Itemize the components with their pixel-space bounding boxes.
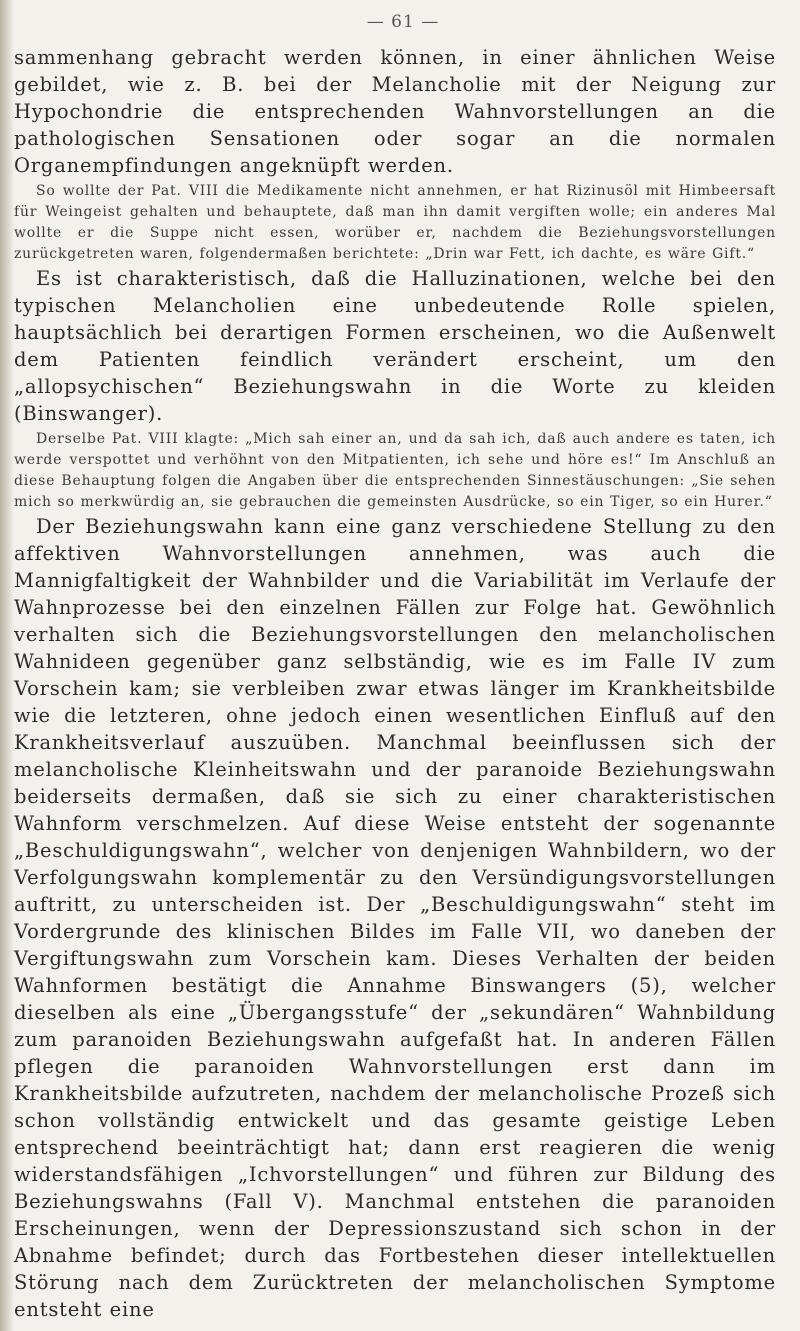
case-note-paragraph-2: Derselbe Pat. VIII klagte: „Mich sah einer an, und da sah ich, daß auch andere es taten, ich werde verspottet und verhöhnt von den Mitpatienten, ich sehe und höre es!“ Im Anschluß an diese Behauptung folgen die Angaben über die entsprechenden Sinnestäuschungen: „Sie sehen mich so merkwürdig an, sie gebrauchen die gemeinsten Ausdrücke, so ein Tiger, so ein Hurer.“ xyxy=(14,431,776,510)
book-spine-shadow xyxy=(0,0,14,1331)
body-paragraph-2: Es ist charakteristisch, daß die Halluzinationen, welche bei den typischen Melancholien eine unbedeutende Rolle spielen, hauptsächlich bei derartigen Formen erscheinen, wo die Außenwelt dem Patienten feindlich verändert erscheint, um den „allopsychischen“ Beziehungswahn in die Worte zu kleiden (Binswanger). xyxy=(14,267,776,425)
body-paragraph-3: Der Beziehungswahn kann eine ganz verschiedene Stellung zu den affektiven Wahnvorstellungen annehmen, was auch die Mannigfaltigkeit der Wahnbilder und die Variabilität im Verlaufe der Wahnprozesse bei den einzelnen Fällen zur Folge hat. Gewöhnlich verhalten sich die Beziehungsvorstellungen den melancholischen Wahnideen gegenüber ganz selbständig, wie es im Falle IV zum Vorschein kam; sie verbleiben zwar etwas länger im Krankheitsbilde wie die letzteren, ohne jedoch einen wesentlichen Einfluß auf den Krankheitsverlauf auszuüben. Manchmal beeinflussen sich der melancholische Kleinheitswahn und der paranoide Beziehungswahn beiderseits dermaßen, daß sie sich zu einer charakteristischen Wahnform verschmelzen. Auf diese Weise entsteht der sogenannte „Beschuldigungswahn“, welcher von denjenigen Wahnbildern, wo der Verfolgungswahn komplementär zu den Versündigungsvorstellungen auftritt, zu unterscheiden ist. Der „Beschuldigungswahn“ steht im Vordergrunde des klinischen Bildes im Falle VII, wo daneben der Vergiftungswahn zum Vorschein kam. Dieses Verhalten der beiden Wahnformen bestätigt die Annahme Binswangers (5), welcher dieselben als eine „Übergangsstufe“ der „sekundären“ Wahnbildung zum paranoiden Beziehungswahn aufgefaßt hat. In anderen Fällen pflegen die paranoiden Wahnvorstellungen erst dann im Krankheitsbilde aufzutreten, nachdem der melancholische Prozeß sich schon vollständig entwickelt und das gesamte geistige Leben entsprechend beeinträchtigt hat; dann erst reagieren die wenig widerstandsfähigen „Ichvorstellungen“ und führen zur Bildung des Beziehungswahns (Fall V). Manchmal entstehen die paranoiden Erscheinungen, wenn der Depressionszustand sich schon in der Abnahme befindet; durch das Fortbestehen dieser intellektuellen Störung nach dem Zurücktreten der melancholischen Symptome entsteht eine xyxy=(14,515,776,1321)
page-text xyxy=(14,44,776,1323)
book-page xyxy=(14,0,792,1331)
page-number: — 61 — xyxy=(366,12,440,32)
body-paragraph-1: sammenhang gebracht werden können, in einer ähnlichen Weise gebildet, wie z. B. bei der Melancholie mit der Neigung zur Hypochondrie die entsprechenden Wahnvorstellungen an die pathologischen Sensationen oder sogar an die normalen Organempfindungen angeknüpft werden. xyxy=(14,46,776,177)
case-note-paragraph-1: So wollte der Pat. VIII die Medikamente nicht annehmen, er hat Rizinusöl mit Himbeersaft für Weingeist gehalten und behauptete, daß man ihn damit vergiften wolle; ein anderes Mal wollte er die Suppe nicht essen, worüber er, nachdem die Beziehungsvorstellungen zurückgetreten waren, folgendermaßen berichtete: „Drin war Fett, ich dachte, es wäre Gift.“ xyxy=(14,183,776,262)
